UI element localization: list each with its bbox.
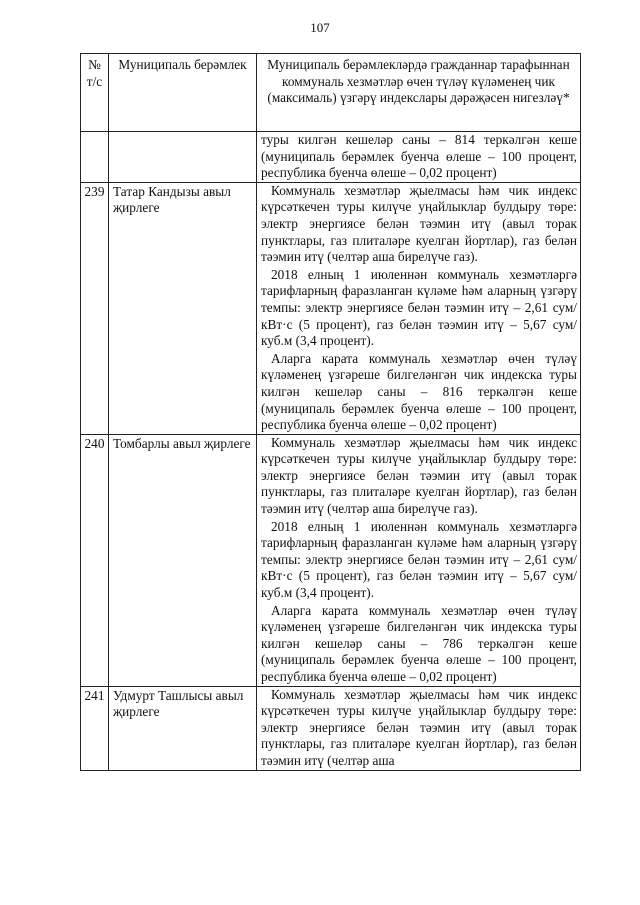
header-num: № т/с	[81, 54, 109, 132]
row-number: 239	[81, 182, 109, 434]
row-number	[81, 132, 109, 183]
description-paragraph: Аларга карата коммуналь хезмәтләр өчен түләү күләменең үзгәреше билгеләнгән чик индекска туры килгән кешеләр саны – 816 теркәлгән кеше (муниципаль берәмлек буенча өлеше – 100 процент, республика буенча өлеше – 0,02 процент)	[261, 350, 577, 433]
table-row	[81, 686, 581, 770]
row-description	[257, 132, 581, 183]
table-row	[81, 434, 581, 686]
header-description: Муниципаль берәмлекләрдә гражданнар тарафыннан коммуналь хезмәтләр өчен түләү күләменең чик (максималь) үзгәрү индекслары дәрәҗәсен нигезләү*	[257, 54, 581, 132]
row-number: 240	[81, 434, 109, 686]
table-row	[81, 132, 581, 183]
row-number: 241	[81, 686, 109, 770]
row-municipality: Удмурт Ташлысы авыл җирлеге	[109, 686, 257, 770]
description-paragraph: туры килгән кешеләр саны – 814 теркәлгән кеше (муниципаль берәмлек буенча өлеше – 100 процент, республика буенча өлеше – 0,02 процент)	[261, 132, 577, 181]
row-municipality: Томбарлы авыл җирлеге	[109, 434, 257, 686]
row-description	[257, 686, 581, 770]
header-municipality: Муниципаль берәмлек	[109, 54, 257, 132]
row-municipality	[109, 132, 257, 183]
description-paragraph: 2018 елның 1 июленнән коммуналь хезмәтләргә тарифларның фаразланган күләме һәм аларның үзгәрү темпы: электр энергиясе белән тәэмин итү – 2,61 сум/кВт·с (5 процент), газ белән тәэмин итү – 5,67 сум/куб.м (3,4 процент).	[261, 518, 577, 601]
table-row	[81, 182, 581, 434]
description-paragraph: Коммуналь хезмәтләр җыелмасы һәм чик индекс күрсәткечен туры килүче уңайлыклар булдыру төре: электр энергиясе белән тәэмин итү (авыл торак пунктлары, газ плиталәре куелган йортлар), газ белән тәэмин итү (челтәр аша бирелүче газ).	[261, 434, 577, 517]
row-description	[257, 182, 581, 434]
description-paragraph: Коммуналь хезмәтләр җыелмасы һәм чик индекс күрсәткечен туры килүче уңайлыклар булдыру төре: электр энергиясе белән тәэмин итү (авыл торак пунктлары, газ плиталәре куелган йортлар), газ белән тәэмин итү (челтәр аша	[261, 686, 577, 768]
row-description	[257, 434, 581, 686]
description-paragraph: Аларга карата коммуналь хезмәтләр өчен түләү күләменең үзгәреше билгеләнгән чик индекска туры килгән кешеләр саны – 786 теркәлгән кеше (муниципаль берәмлек буенча өлеше – 100 процент, республика буенча өлеше – 0,02 процент)	[261, 602, 577, 684]
description-paragraph: Коммуналь хезмәтләр җыелмасы һәм чик индекс күрсәткечен туры килүче уңайлыклар булдыру төре: электр энергиясе белән тәэмин итү (авыл торак пунктлары, газ плиталәре куелган йортлар), газ белән тәэмин итү (челтәр аша бирелүче газ).	[261, 182, 577, 265]
table-header-row	[81, 54, 581, 132]
municipal-index-table	[80, 53, 581, 771]
description-paragraph: 2018 елның 1 июленнән коммуналь хезмәтләргә тарифларның фаразланган күләме һәм аларның үзгәрү темпы: электр энергиясе белән тәэмин итү – 2,61 сум/кВт·с (5 процент), газ белән тәэмин итү – 5,67 сум/куб.м (3,4 процент).	[261, 266, 577, 349]
page-number: 107	[310, 20, 330, 35]
row-municipality: Татар Кандызы авыл җирлеге	[109, 182, 257, 434]
table-body	[81, 132, 581, 771]
